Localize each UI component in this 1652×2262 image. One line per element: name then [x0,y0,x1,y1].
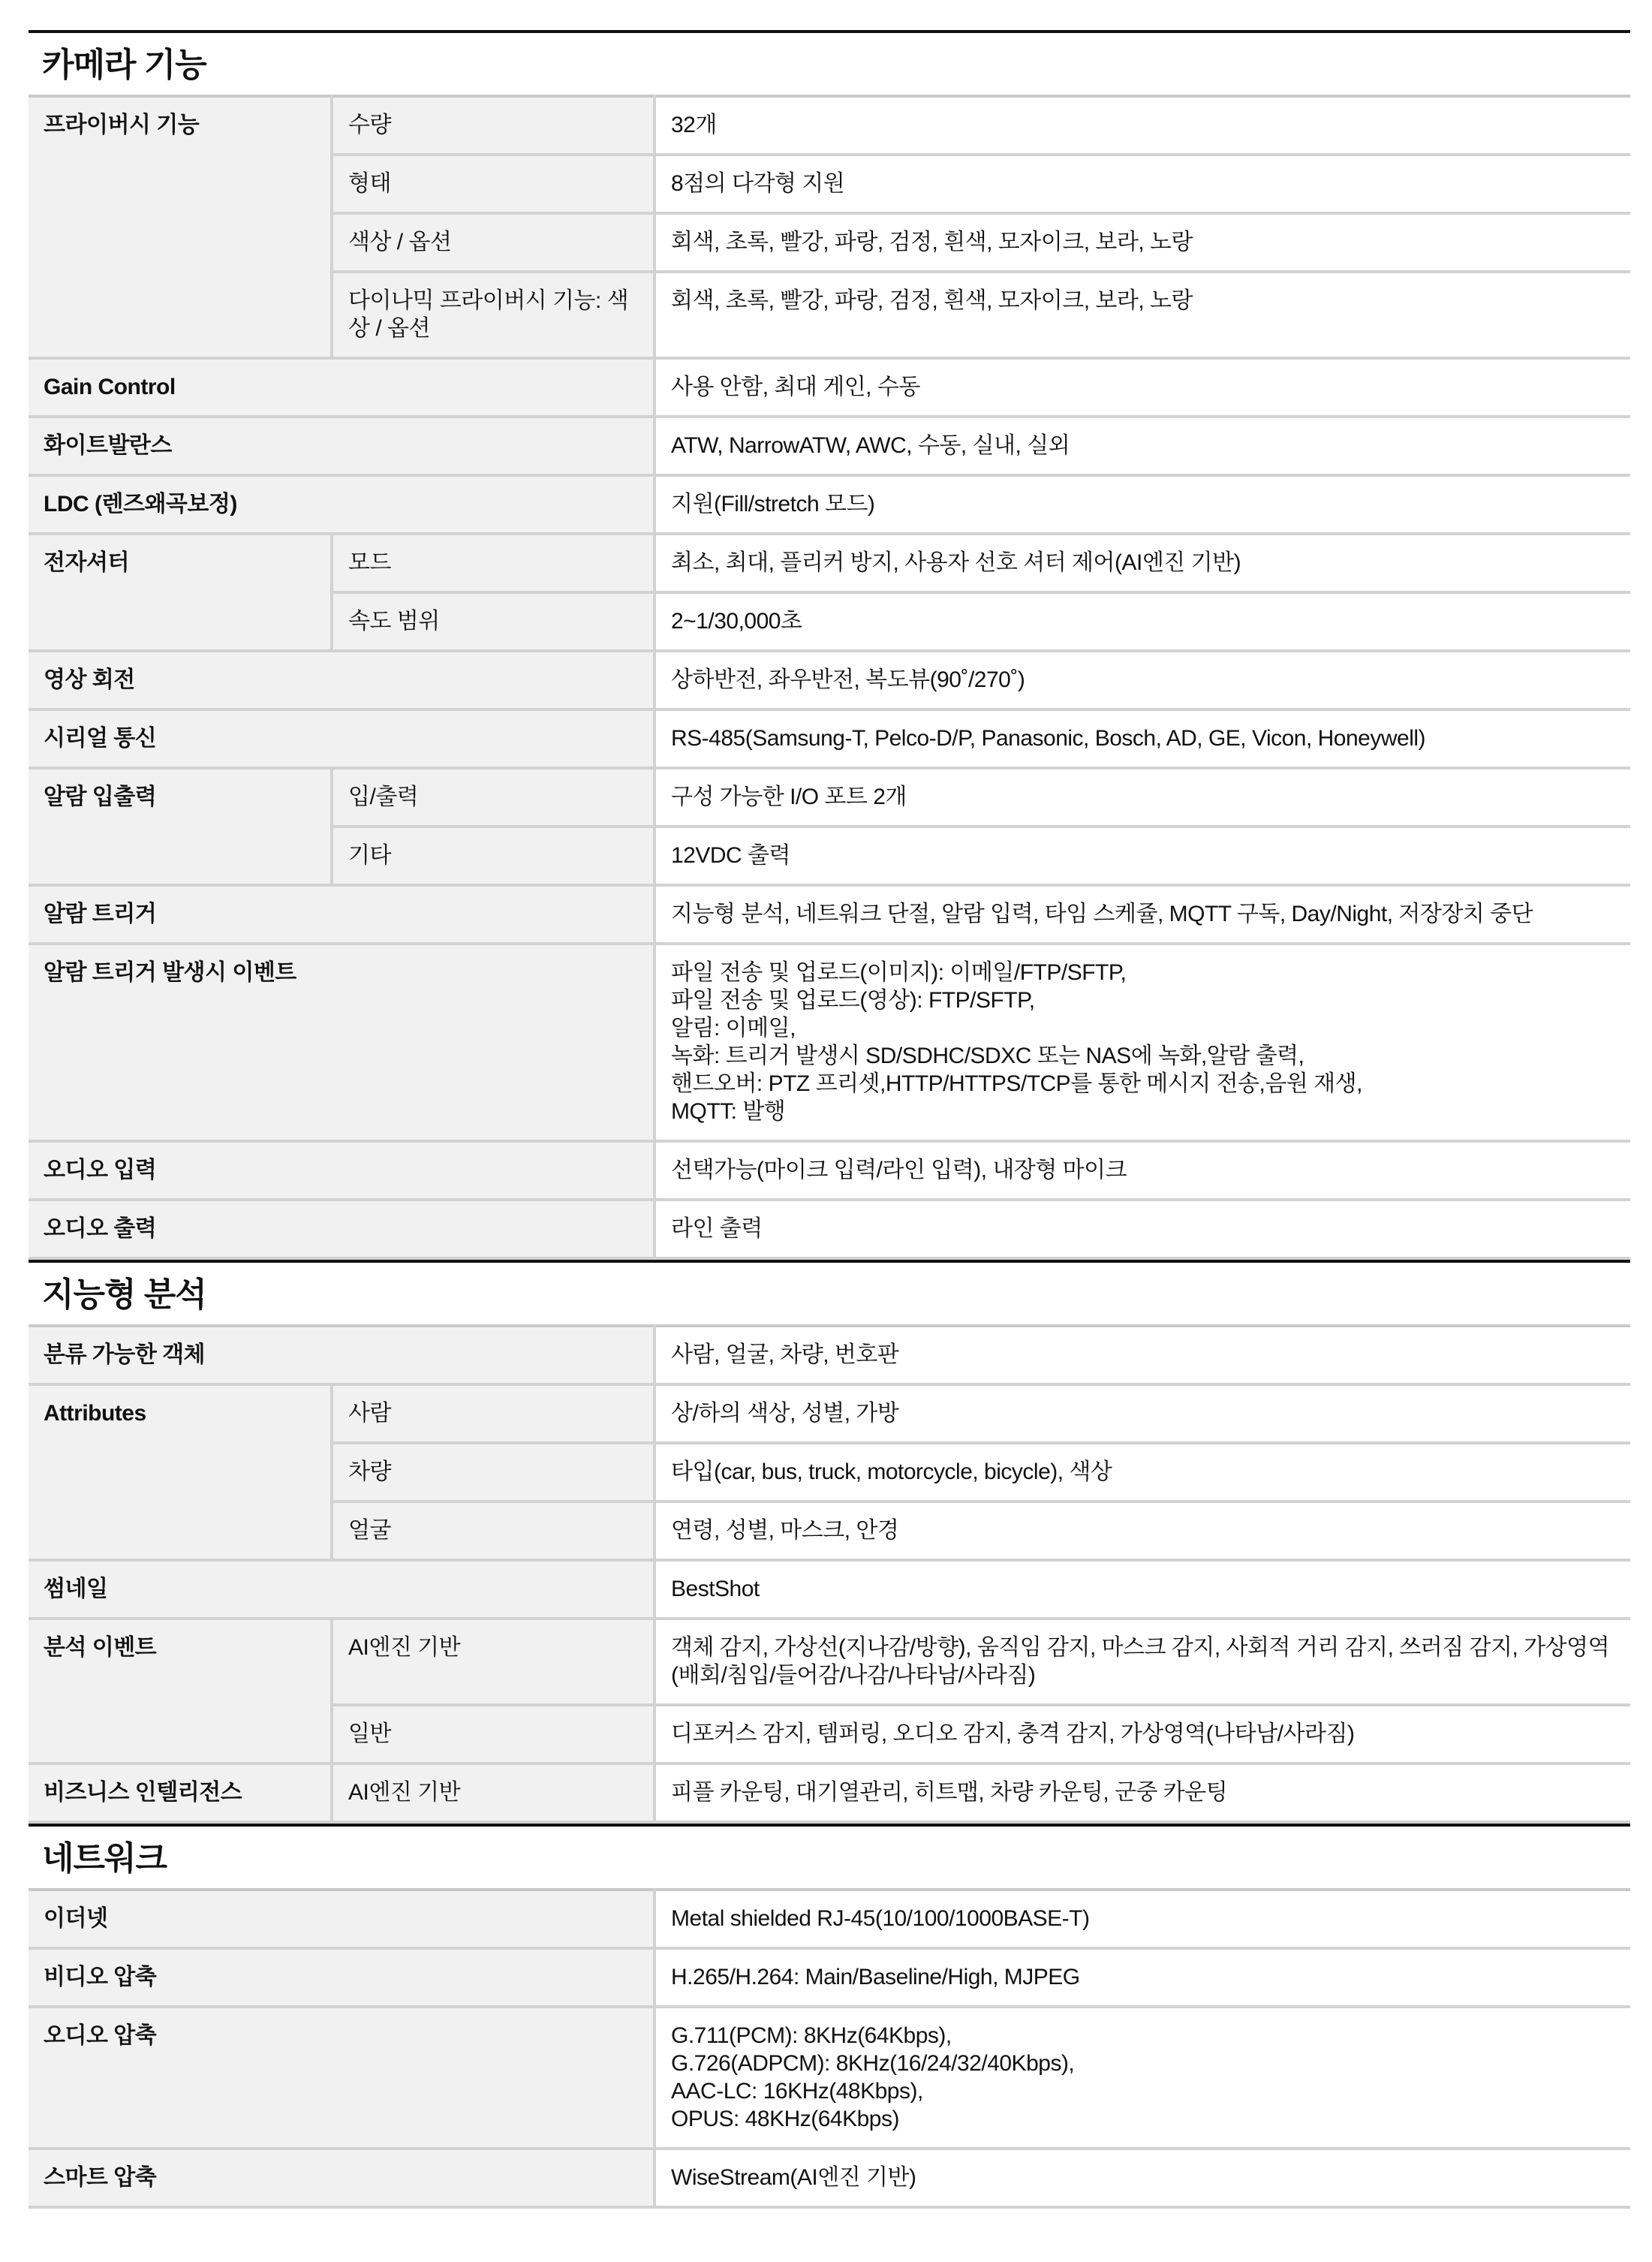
row-value: 사람, 얼굴, 차량, 번호판 [654,1326,1630,1384]
row-value: G.711(PCM): 8KHz(64Kbps), G.726(ADPCM): 8KHz(16/24/32/40Kbps), AAC-LC: 16KHz(48Kbps), OPUS: 48KHz(64Kbps) [654,2007,1630,2149]
row-value: 구성 가능한 I/O 포트 2개 [654,768,1630,827]
spec-table [29,1888,1630,2209]
table-row [29,768,1630,827]
row-value: WiseStream(AI엔진 기반) [654,2149,1630,2207]
row-value: 라인 출력 [654,1200,1630,1258]
row-label: 알람 입출력 [29,768,332,885]
row-value: 32개 [654,96,1630,155]
table-row [29,651,1630,709]
row-sublabel: 속도 범위 [332,592,654,651]
row-value: ATW, NarrowATW, AWC, 수동, 실내, 실외 [654,417,1630,475]
row-label: 이더넷 [29,1890,654,1948]
table-row [29,96,1630,155]
spec-section [29,30,1630,1260]
row-value: 최소, 최대, 플리커 방지, 사용자 선호 셔터 제어(AI엔진 기반) [654,534,1630,592]
row-label: 화이트발란스 [29,417,654,475]
row-sublabel: 기타 [332,827,654,885]
row-value: 8점의 다각형 지원 [654,155,1630,213]
row-label: 프라이버시 기능 [29,96,332,358]
table-row [29,2149,1630,2207]
row-value: Metal shielded RJ-45(10/100/1000BASE-T) [654,1890,1630,1948]
section-title: 지능형 분석 [29,1260,1630,1324]
row-label: 시리얼 통신 [29,709,654,768]
table-row [29,475,1630,534]
row-sublabel: 사람 [332,1384,654,1443]
spec-table [29,95,1630,1260]
row-sublabel: 모드 [332,534,654,592]
row-label: 영상 회전 [29,651,654,709]
row-value: 12VDC 출력 [654,827,1630,885]
spec-table [29,1324,1630,1824]
table-row [29,1948,1630,2007]
section-title: 네트워크 [29,1824,1630,1888]
row-value: 상/하의 색상, 성별, 가방 [654,1384,1630,1443]
row-sublabel: 입/출력 [332,768,654,827]
row-label: 썸네일 [29,1560,654,1619]
table-row [29,1141,1630,1200]
row-label: 비디오 압축 [29,1948,654,2007]
row-sublabel: 일반 [332,1705,654,1764]
row-value: 파일 전송 및 업로드(이미지): 이메일/FTP/SFTP, 파일 전송 및 업로드(영상): FTP/SFTP, 알림: 이메일, 녹화: 트리거 발생시 SD/SDHC/SDXC 또는 NAS에 녹화,알람 출력, 핸드오버: PTZ 프리셋,HTTP/HTTPS/TCP를 통한 메시지 전송,음원 재생, MQTT: 발행 [654,944,1630,1141]
row-value: 선택가능(마이크 입력/라인 입력), 내장형 마이크 [654,1141,1630,1200]
table-row [29,885,1630,944]
row-label: 오디오 압축 [29,2007,654,2149]
spec-sheet [29,30,1630,2209]
row-label: 알람 트리거 [29,885,654,944]
table-row [29,358,1630,417]
row-sublabel: AI엔진 기반 [332,1619,654,1705]
row-value: 상하반전, 좌우반전, 복도뷰(90˚/270˚) [654,651,1630,709]
row-value: RS-485(Samsung-T, Pelco-D/P, Panasonic, Bosch, AD, GE, Vicon, Honeywell) [654,709,1630,768]
row-value: 지원(Fill/stretch 모드) [654,475,1630,534]
row-value: 회색, 초록, 빨강, 파랑, 검정, 흰색, 모자이크, 보라, 노랑 [654,213,1630,272]
row-label: Gain Control [29,358,654,417]
row-value: 지능형 분석, 네트워크 단절, 알람 입력, 타임 스케쥴, MQTT 구독, Day/Night, 저장장치 중단 [654,885,1630,944]
row-label: 비즈니스 인텔리전스 [29,1764,332,1822]
row-label: 오디오 출력 [29,1200,654,1258]
row-label: 분석 이벤트 [29,1619,332,1764]
row-sublabel: AI엔진 기반 [332,1764,654,1822]
table-row [29,1764,1630,1822]
row-label: 분류 가능한 객체 [29,1326,654,1384]
row-label: 오디오 입력 [29,1141,654,1200]
row-label: LDC (렌즈왜곡보정) [29,475,654,534]
row-label: Attributes [29,1384,332,1560]
row-value: 타입(car, bus, truck, motorcycle, bicycle), 색상 [654,1443,1630,1501]
section-title: 카메라 기능 [29,30,1630,95]
row-sublabel: 얼굴 [332,1501,654,1560]
table-row [29,2007,1630,2149]
table-row [29,1384,1630,1443]
table-row [29,1890,1630,1948]
row-sublabel: 수량 [332,96,654,155]
row-sublabel: 차량 [332,1443,654,1501]
row-value: 사용 안함, 최대 게인, 수동 [654,358,1630,417]
row-value: 연령, 성별, 마스크, 안경 [654,1501,1630,1560]
table-row [29,1200,1630,1258]
table-row [29,534,1630,592]
table-row [29,1619,1630,1705]
row-value: 회색, 초록, 빨강, 파랑, 검정, 흰색, 모자이크, 보라, 노랑 [654,272,1630,358]
spec-section [29,1824,1630,2209]
row-value: BestShot [654,1560,1630,1619]
table-row [29,944,1630,1141]
row-value: 디포커스 감지, 템퍼링, 오디오 감지, 충격 감지, 가상영역(나타남/사라짐) [654,1705,1630,1764]
row-label: 전자셔터 [29,534,332,651]
row-label: 스마트 압축 [29,2149,654,2207]
table-row [29,709,1630,768]
table-row [29,1326,1630,1384]
row-value: H.265/H.264: Main/Baseline/High, MJPEG [654,1948,1630,2007]
row-sublabel: 형태 [332,155,654,213]
spec-section [29,1260,1630,1824]
row-value: 피플 카운팅, 대기열관리, 히트맵, 차량 카운팅, 군중 카운팅 [654,1764,1630,1822]
row-sublabel: 색상 / 옵션 [332,213,654,272]
table-row [29,1560,1630,1619]
table-row [29,417,1630,475]
row-value: 객체 감지, 가상선(지나감/방향), 움직임 감지, 마스크 감지, 사회적 거리 감지, 쓰러짐 감지, 가상영역 (배회/침입/들어감/나감/나타남/사라짐) [654,1619,1630,1705]
row-label: 알람 트리거 발생시 이벤트 [29,944,654,1141]
row-value: 2~1/30,000초 [654,592,1630,651]
row-sublabel: 다이나믹 프라이버시 기능: 색 상 / 옵션 [332,272,654,358]
